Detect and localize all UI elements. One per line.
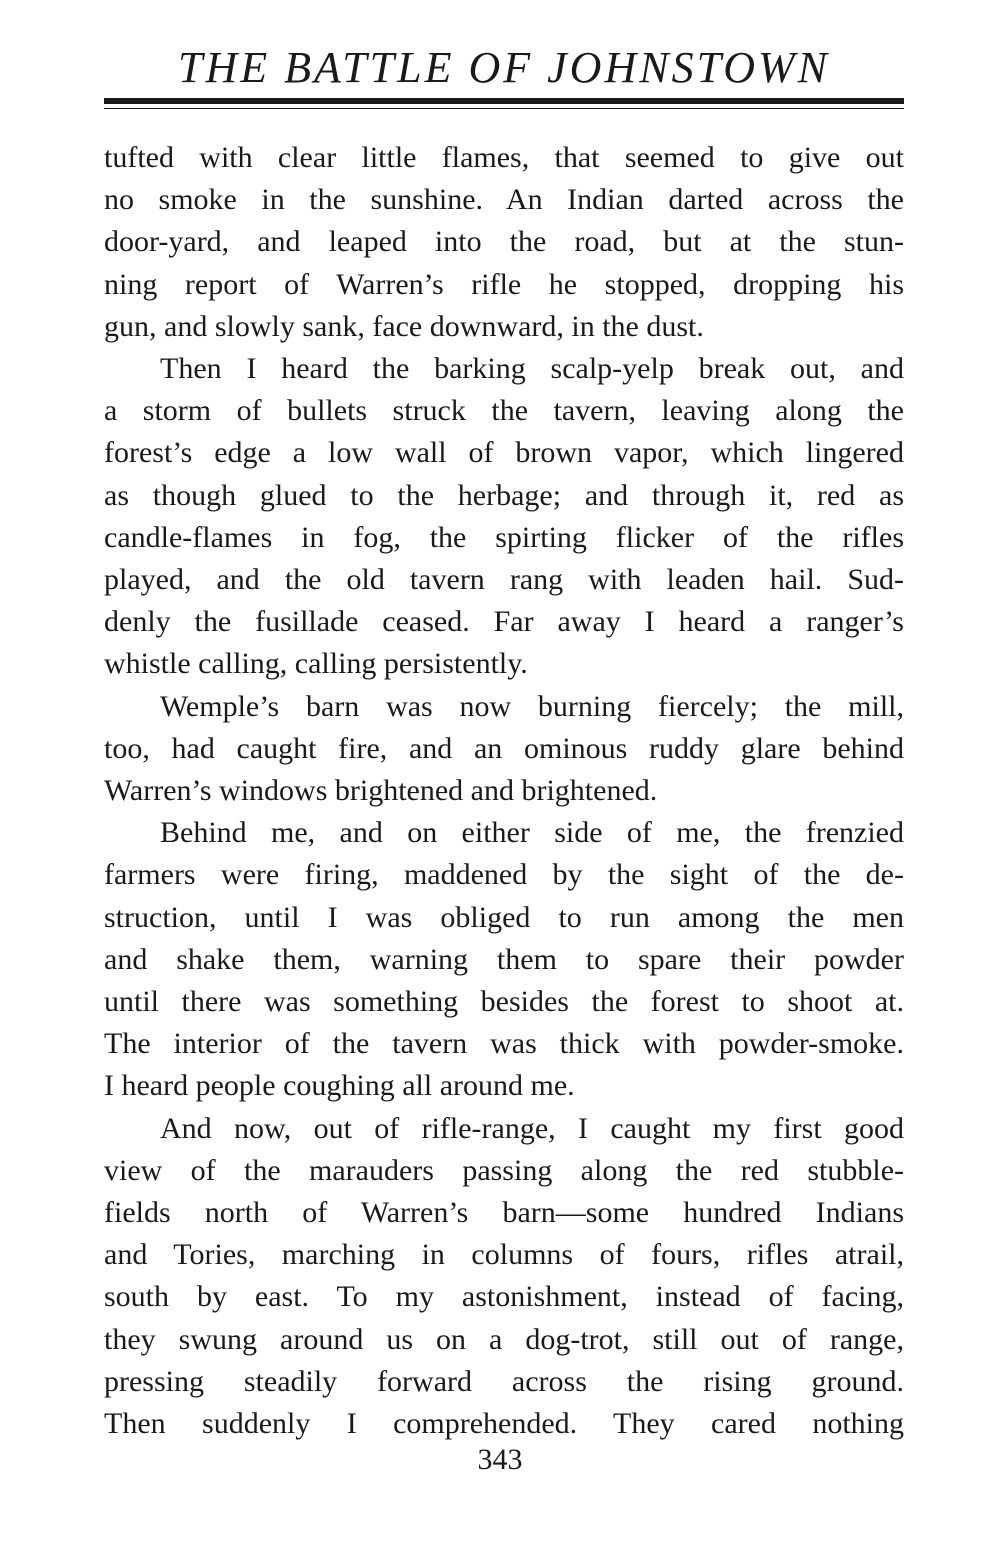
book-page <box>104 40 904 1445</box>
text-line: candle-flames in fog, the spirting flicker of the rifles <box>104 520 904 554</box>
text-line: a storm of bullets struck the tavern, leaving along the <box>104 394 904 428</box>
header-rule-thick <box>104 98 904 104</box>
text-line: Then I heard the barking scalp-yelp break out, and <box>160 352 904 386</box>
running-head: THE BATTLE OF JOHNSTOWN <box>177 43 831 92</box>
text-line: too, had caught fire, and an ominous ruddy glare behind <box>104 731 904 765</box>
paragraph <box>104 348 904 686</box>
text-line: and Tories, marching in columns of fours, rifles atrail, <box>104 1238 904 1272</box>
body-text <box>104 137 904 1445</box>
text-line: ning report of Warren’s rifle he stopped, dropping his <box>104 267 904 301</box>
text-line: gun, and slowly sank, face downward, in the dust. <box>104 309 704 343</box>
page-number: 343 <box>477 1443 523 1476</box>
paragraph <box>104 137 904 348</box>
text-line: struction, until I was obliged to run among the men <box>104 900 904 934</box>
text-line: Warren’s windows brightened and brightened. <box>104 774 658 808</box>
text-line: Wemple’s barn was now burning fiercely; the mill, <box>160 689 904 723</box>
text-line: Behind me, and on either side of me, the frenzied <box>160 816 904 850</box>
text-line: Then suddenly I comprehended. They cared nothing <box>104 1407 904 1441</box>
text-line: played, and the old tavern rang with leaden hail. Sud- <box>104 563 904 597</box>
text-line: tufted with clear little flames, that seemed to give out <box>104 141 904 174</box>
text-line: whistle calling, calling persistently. <box>104 647 528 681</box>
text-line: I heard people coughing all around me. <box>104 1069 575 1103</box>
text-line: forest’s edge a low wall of brown vapor, which lingered <box>104 436 904 470</box>
text-line: no smoke in the sunshine. An Indian darted across the <box>104 183 904 217</box>
paragraph <box>104 1108 904 1446</box>
text-line: as though glued to the herbage; and through it, red as <box>104 478 904 512</box>
text-line: and shake them, warning them to spare their powder <box>104 942 904 976</box>
text-line: denly the fusillade ceased. Far away I heard a ranger’s <box>104 605 904 639</box>
text-line: farmers were firing, maddened by the sight of the de- <box>104 858 904 892</box>
text-line: The interior of the tavern was thick with powder-smoke. <box>104 1027 904 1061</box>
text-line: view of the marauders passing along the red stubble- <box>104 1153 904 1187</box>
text-line: they swung around us on a dog-trot, still out of range, <box>104 1322 904 1356</box>
paragraph <box>104 812 904 1107</box>
text-line: And now, out of rifle-range, I caught my first good <box>160 1111 904 1145</box>
text-line: pressing steadily forward across the rising ground. <box>104 1364 904 1398</box>
text-line: door-yard, and leaped into the road, but at the stun- <box>104 225 904 259</box>
text-line: south by east. To my astonishment, instead of facing, <box>104 1280 904 1314</box>
header-rule-thin <box>104 108 904 109</box>
text-line: until there was something besides the forest to shoot at. <box>104 985 904 1019</box>
paragraph <box>104 686 904 813</box>
text-line: fields north of Warren’s barn—some hundred Indians <box>104 1196 904 1230</box>
